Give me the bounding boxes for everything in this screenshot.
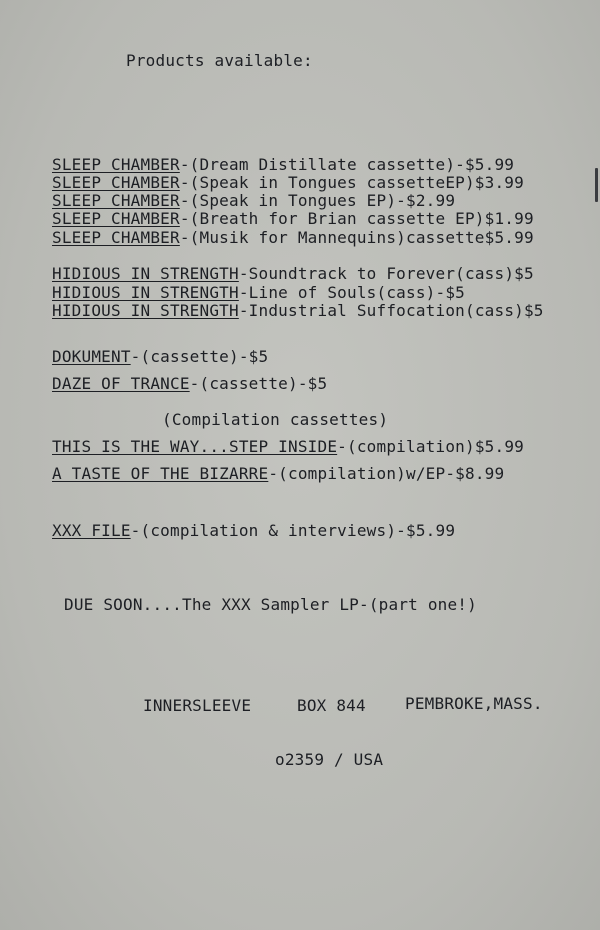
product-line [52,375,327,393]
product-line [52,465,504,483]
product-detail: -Line of Souls(cass)-$5 [238,283,465,302]
address-zip: o2359 / USA [275,750,384,769]
product-detail: -(compilation & interviews)-$5.99 [130,521,456,540]
artist-name: A TASTE OF THE BIZARRE [52,464,269,483]
product-line [52,438,524,456]
artist-name: DOKUMENT [52,347,131,366]
product-line [52,174,524,192]
product-detail: -Soundtrack to Forever(cass)$5 [238,264,534,283]
product-line [52,284,465,302]
page-heading: Products available: [126,51,313,70]
artist-name: HIDIOUS IN STRENGTH [52,301,239,320]
product-line [52,210,534,228]
product-line [52,522,455,540]
artist-name: HIDIOUS IN STRENGTH [52,283,239,302]
compilation-heading: (Compilation cassettes) [162,410,389,429]
product-detail: -(Speak in Tongues EP)-$2.99 [179,191,456,210]
product-line [52,348,268,366]
artist-name: SLEEP CHAMBER [52,209,180,228]
product-line [52,192,455,210]
product-detail: -(cassette)-$5 [189,374,328,393]
address-box: BOX 844 [297,696,366,715]
artist-name: THIS IS THE WAY...STEP INSIDE [52,437,338,456]
artist-name: SLEEP CHAMBER [52,191,180,210]
product-line [52,229,534,247]
product-line [52,265,534,283]
artist-name: DAZE OF TRANCE [52,374,190,393]
address-city: PEMBROKE,MASS. [405,694,543,713]
product-detail: -(Speak in Tongues cassetteEP)$3.99 [179,173,524,192]
product-detail: -(compilation)w/EP-$8.99 [268,464,505,483]
margin-bracket-mark [595,168,598,202]
product-detail: -Industrial Suffocation(cass)$5 [238,301,544,320]
artist-name: SLEEP CHAMBER [52,173,180,192]
artist-name: SLEEP CHAMBER [52,228,180,247]
product-detail: -(Musik for Mannequins)cassette$5.99 [179,228,534,247]
product-line [52,156,514,174]
product-line [52,302,544,320]
product-detail: -(compilation)$5.99 [337,437,524,456]
product-detail: -(Breath for Brian cassette EP)$1.99 [179,209,534,228]
artist-name: HIDIOUS IN STRENGTH [52,264,239,283]
due-soon-note: DUE SOON....The XXX Sampler LP-(part one!) [64,595,477,614]
address-name: INNERSLEEVE [143,696,252,715]
artist-name: SLEEP CHAMBER [52,155,180,174]
artist-name: XXX FILE [52,521,131,540]
product-detail: -(cassette)-$5 [130,347,269,366]
product-detail: -(Dream Distillate cassette)-$5.99 [179,155,515,174]
